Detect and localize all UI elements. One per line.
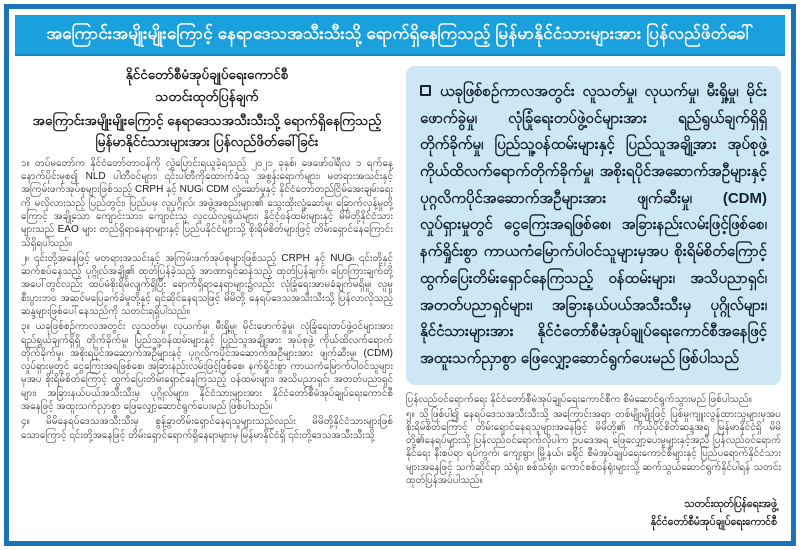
paragraph-4-continuation: ပြန်လည်ဝင်ရောက်ရေး နိုင်ငံတော်စီမံအုပ်ချုပ်ရေးကောင်စီက စီမံဆောင်ရွက်သွားမည် ဖြစ်ပါသည်။ <box>406 393 752 405</box>
signature-org: နိုင်ငံတော်စီမံအုပ်ချုပ်ရေးကောင်စီ <box>650 515 777 528</box>
content-columns <box>9 60 791 532</box>
headline-banner <box>15 15 785 56</box>
quote-text: ယခုဖြစ်စဉ်ကာလအတွင်း လူသတ်မှု၊ လုယက်မှု၊ မီးရှို့မှု၊ မိုင်းဖောက်ခွဲမှု၊ လုံခြုံရေးတပ်ဖွဲ့ဝင်များအား ရည်ရွယ်ချက်ရှိရှိ တိုက်ခိုက်မှု၊ ပြည်သူ့ဝန်ထမ်းများနှင့် ပြည်သူအချို့အား အုပ်စုဖွဲ့ ကိုယ်ထိလက်ရောက်တိုက်ခိုက်မှု၊ အစိုးရပိုင်အဆောက်အဦများနှင့် ပုဂ္ဂလိကပိုင်အဆောက်အဦများအား ဖျက်ဆီးမှု၊ (CDM) လှုပ်ရှားမှုတွင် ငွေကြေးအရဖြစ်စေ၊ အခြားနည်းလမ်းဖြင့်ဖြစ်စေ၊ နက်ရှိုင်းစွာ ကာယကံမြောက်ပါဝင်သူများမှအပ စိုးရိမ်စိတ်ကြောင့် ထွက်ပြေးတိမ်းရှောင်နေကြသည့် ဝန်ထမ်းများ၊ အသိပညာရှင်၊ အတတ်ပညာရှင်များ၊ အခြားနယ်ပယ်အသီးသီးမှ ပုဂ္ဂိုလ်များ၊ နိုင်ငံသားများအား နိုင်ငံတော်စီမံအုပ်ချုပ်ရေးကောင်စီအနေဖြင့် အထူးသက်ညှာစွာ ဖြေလျှော့ဆောင်ရွက်ပေးမည် ဖြစ်ပါသည် <box>420 83 767 367</box>
document-heading <box>21 64 393 153</box>
paragraph-3: ၃။ ယခုဖြစ်စဉ်ကာလအတွင်း လူသတ်မှု၊ လုယက်မှု၊ မီးရှို့မှု၊ မိုင်းဖောက်ခွဲမှု၊ လုံခြုံရေးတပ်ဖွဲ့ဝင်များအား ရည်ရွယ်ချက်ရှိရှိ တိုက်ခိုက်မှု၊ ပြည်သူ့ဝန်ထမ်းများနှင့် ပြည်သူအချို့အား အုပ်စုဖွဲ့ ကိုယ်ထိလက်ရောက်တိုက်ခိုက်မှု၊ အစိုးရပိုင်အဆောက်အဦများနှင့် ပုဂ္ဂလိကပိုင်အဆောက်အဦများအား ဖျက်ဆီးမှု၊ (CDM) လှုပ်ရှားမှုတွင် ငွေကြေးအရဖြစ်စေ၊ အခြားနည်းလမ်းဖြင့်ဖြစ်စေ၊ နက်ရှိုင်းစွာ ကာယကံမြောက်ပါဝင်သူများမှအပ စိုးရိမ်စိတ်ကြောင့် ထွက်ပြေးတိမ်းရှောင်နေကြသည့် ဝန်ထမ်းများ၊ အသိပညာရှင်၊ အတတ်ပညာရှင်များ၊ အခြားနယ်ပယ်အသီးသီးမှ ပုဂ္ဂိုလ်များ၊ နိုင်ငံသားများအား နိုင်ငံတော်စီမံအုပ်ချုပ်ရေးကောင်စီအနေဖြင့် အထူးသက်ညှာစွာ ဖြေလျှော့ဆောင်ရွက်ပေးမည် ဖြစ်ပါသည်။ <box>21 321 393 413</box>
headline-banner-text: အကြောင်းအမျိုးမျိုးကြောင့် နေရာဒေသအသီးသီးသို့ ရောက်ရှိနေကြသည့် မြန်မာနိုင်ငံသားများအား ပြန်လည်ဖိတ်ခေါ် <box>46 24 754 44</box>
highlight-quote-box <box>406 66 781 385</box>
paragraph-1: ၁။ တပ်မတော်က နိုင်ငံတော်တာဝန်ကို လွှဲပြောင်းရယူခဲ့ရသည့် ၂၀၂၁ ခုနှစ်၊ ဖေဖော်ဝါရီလ ၁ ရက်နေ့ နောက်ပိုင်းမှစ၍ NLD ပါတီဝင်များ၊ ၎င်းပါတီကိုထောက်ခံသူ အစွန်းရောက်များ၊ မတရားအသင်းနှင့် အကြမ်းဖက်အုပ်စုများဖြစ်သည့် CRPH နှင့် NUG၊ CDM လှုံ့ဆော်မှုနှင့် နိုင်ငံတော်တည်ငြိမ်အေးချမ်းရေးကို မလိုလားသည့် ပြည်တွင်း၊ ပြည်ပမှ လူပုဂ္ဂိုလ်၊ အဖွဲ့အစည်းများ၏ သွေးထိုးလှုံ့ဆော်မှု၊ ခြောက်လှန့်မှုတို့ကြောင့် အချို့သော ကျောင်းသား၊ ကျောင်းသူ လူငယ်လူရွယ်များ၊ နိုင်ငံ့ဝန်ထမ်းများနှင့် မိမိတို့နိုင်ငံသားများသည် EAO များ တည်ရှိရာနေရာများနှင့် ပြည်ပနိုင်ငံများသို့ စိုးရိမ်စိတ်များဖြင့် တိမ်းရှောင်နေကြောင်း သိရှိရပါသည်။ <box>21 157 393 249</box>
paragraph-4: ၄။ မိမိနေရပ်ဒေသအသီးသီးမှ စွန့်ခွာတိမ်းရှောင်နေရသူများသည်လည်း မိမိတို့နိုင်ငံသားများဖြစ်သောကြောင့် ၎င်းတို့အနေဖြင့် တိမ်းရှောင်ရောက်ရှိနေရာများမှ မြန်မာနိုင်ငံရှိ ၎င်းတို့ဒေသအသီးသီးသို့ <box>21 416 393 441</box>
org-title: နိုင်ငံတော်စီမံအုပ်ချုပ်ရေးကောင်စီ <box>125 67 289 82</box>
right-column <box>406 62 781 532</box>
square-bullet-icon <box>420 85 431 96</box>
left-column <box>21 62 393 532</box>
doc-title: အကြောင်းအမျိုးမျိုးကြောင့် နေရာဒေသအသီးသီးသို့ ရောက်ရှိနေကြသည့် မြန်မာနိုင်ငံသားများအား ပြန်လည်ဖိတ်ခေါ်ခြင်း <box>32 112 382 150</box>
paragraph-2: ၂။ ၎င်းတို့အနေဖြင့် မတရားအသင်းနှင့် အကြမ်းဖက်အုပ်စုများဖြစ်သည့် CRPH နှင့် NUG၊ ၎င်းတို့နှင့် ဆက်စပ်နေသည့် ပုဂ္ဂိုလ်အချို့၏ ထုတ်ပြန်ခဲ့သည့် အာဏာရှင်ဆန်သည့် ထုတ်ပြန်ချက်၊ ပြောကြားချက်တို့အပေါ်တွင်လည်း ထပ်မံစိုးရိမ်လျက်ရှိပြီး ရောက်ရှိရာနေရာများ၌လည်း လုံခြုံရေးအာမခံချက်မရှိမှု၊ လူမှုစီးပွားဘဝ အဆင်မပြေခက်ခဲမှုတို့နှင့် ရင်ဆိုင်နေရသဖြင့် မိမိတို့ နေရပ်ဒေသအသီးသီးသို့ ပြန်လာလိုသည့် ဆန္ဒများဖြစ်ပေါ်နေသည်ကို သတင်းရရှိပါသည်။ <box>21 252 393 317</box>
paragraph-5: ၅။ သို့ဖြစ်ပါ၍ နေရပ်ဒေသအသီးသီးသို့ အကြောင်းအရာ တစ်မျိုးမျိုးဖြင့် ပြစ်မှုကျူးလွန်ထားသူများမှအပ စိုးရိမ်စိတ်ကြောင့် တိမ်းရှောင်နေရသူများအနေဖြင့် မိမိတို့၏ ကိုယ်ပိုင်စိတ်ဆန္ဒအရ မြန်မာနိုင်ငံရှိ မိမိတို့၏နေရပ်များသို့ ပြန်လည်ဝင်ရောက်လိုပါက ဥပဒေအရ ဖြေလျှော့ပေးမှုများနှင့်အညီ ပြန်လည်ဝင်ရောက်နိုင်ရေး နီးစပ်ရာ ရပ်ကွက်၊ ကျေးရွာ၊ မြို့နယ်၊ ခရိုင် စီမံအုပ်ချုပ်ရေးကောင်စီများနှင့် ပြည်ပရောက်နိုင်ငံသားများအနေဖြင့် သက်ဆိုင်ရာ သံရုံး၊ စစ်သံရုံး၊ ကောင်စစ်ဝန်ရုံးများသို့ ဆက်သွယ်ဆောင်ရွက်နိုင်ပါရန် သတင်းထုတ်ပြန်အပ်ပါသည်။ <box>406 408 781 486</box>
page-frame <box>4 4 796 546</box>
signature-team: သတင်းထုတ်ပြန်ရေးအဖွဲ့ <box>684 497 777 510</box>
doc-type: သတင်းထုတ်ပြန်ချက် <box>155 89 259 105</box>
signature-block <box>406 496 781 532</box>
